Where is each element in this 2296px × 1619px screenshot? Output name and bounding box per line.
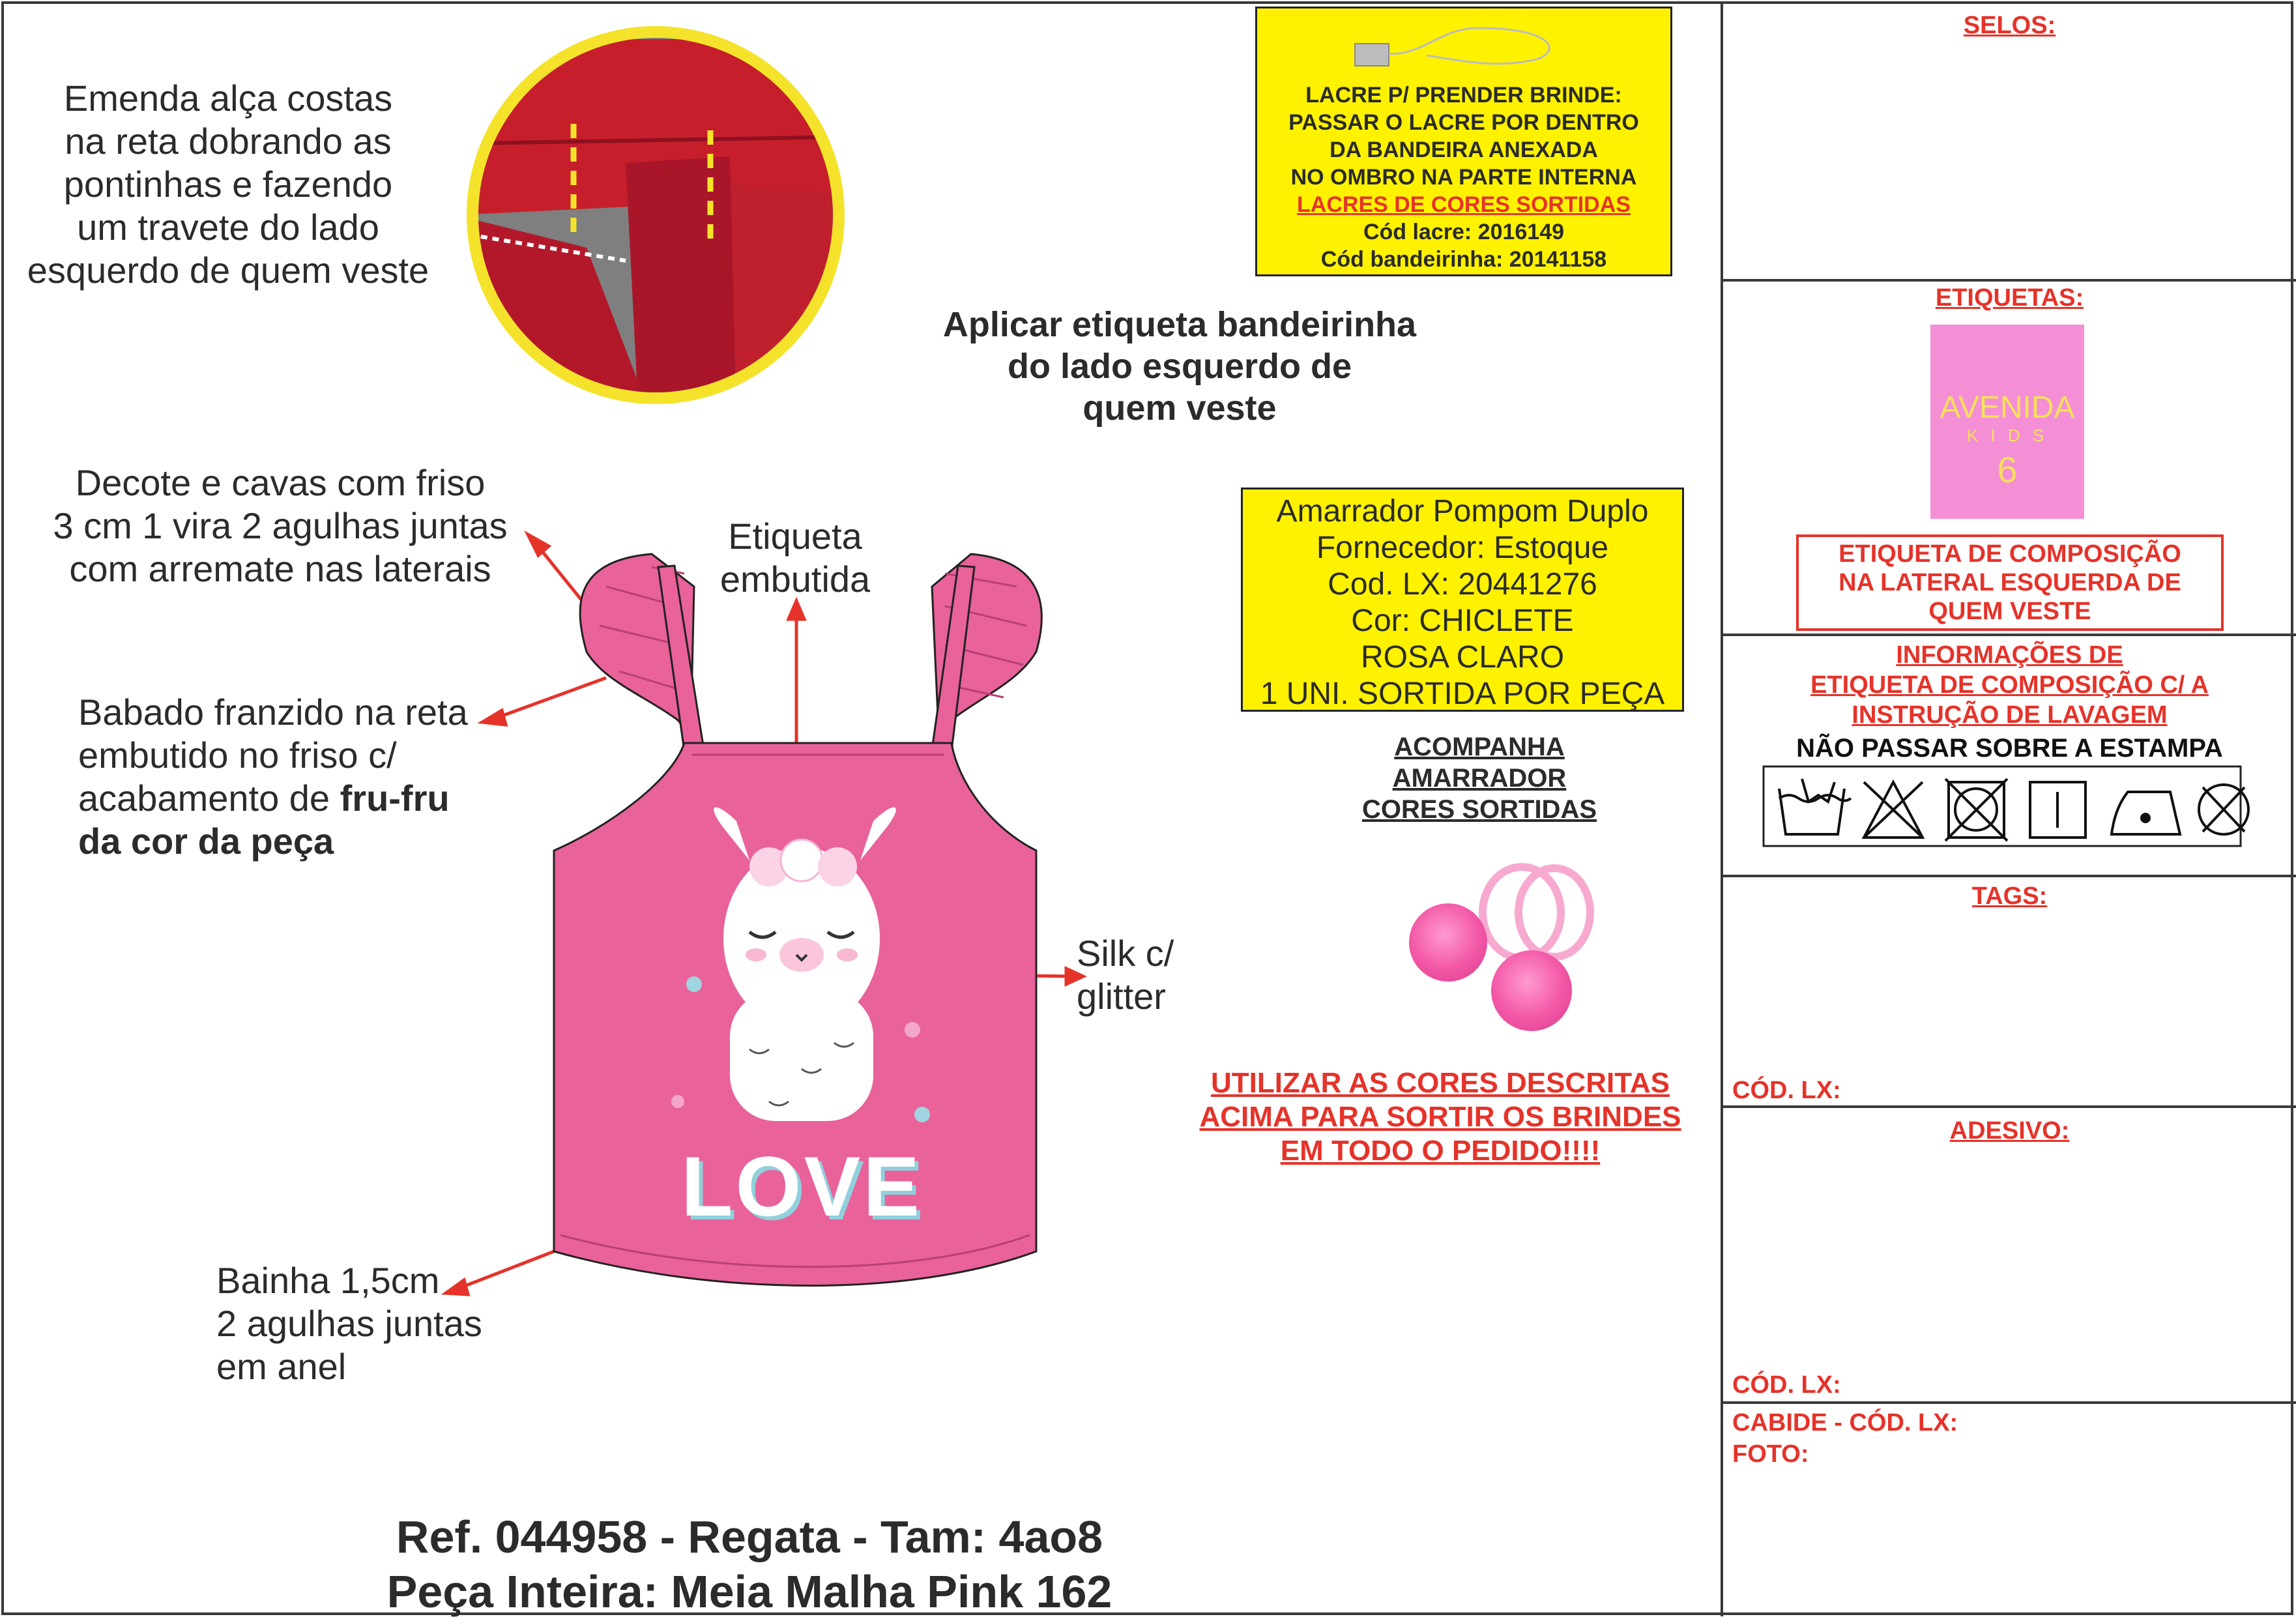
nao-passar-note: NÃO PASSAR SOBRE A ESTAMPA	[1796, 734, 2223, 763]
note-bainha: Bainha 1,5cm 2 agulhas juntas em anel	[216, 1260, 482, 1387]
note-babado	[78, 691, 521, 863]
note-babado-bold-1: fru-fru	[340, 778, 450, 819]
lacre-cod: Cód lacre: 2016149	[1363, 220, 1565, 244]
informacoes-line-3: INSTRUÇÃO DE LAVAGEM	[1852, 701, 2168, 729]
seam-detail-photo	[456, 26, 860, 417]
garment-print-text: LOVE	[681, 1139, 922, 1234]
informacoes-heading	[1723, 640, 2296, 730]
lacre-line-2: PASSAR O LACRE POR DENTRO	[1288, 110, 1639, 135]
seal-tag-icon	[1257, 8, 1674, 80]
pompom-image	[1409, 867, 1590, 1031]
footer-material: Peça Inteira: Meia Malha Pink 162	[386, 1566, 1112, 1617]
brand-label-size: 6	[1997, 449, 2018, 490]
footer-ref: Ref. 044958 - Regata - Tam: 4ao8	[396, 1511, 1103, 1562]
lacre-line-3: DA BANDEIRA ANEXADA	[1330, 138, 1598, 162]
selos-heading: SELOS:	[1963, 12, 2056, 39]
acompanha-note	[1316, 731, 1642, 825]
acompanha-line-1: ACOMPANHA	[1394, 733, 1565, 761]
amarrador-info-box	[1241, 488, 1684, 712]
amarrador-line-6: 1 UNI. SORTIDA POR PEÇA	[1260, 677, 1665, 711]
composicao-box	[1796, 534, 2224, 631]
utilizar-warning	[1160, 1066, 1721, 1168]
adesivo-heading: ADESIVO:	[1949, 1117, 2070, 1145]
lacre-line-4: NO OMBRO NA PARTE INTERNA	[1290, 165, 1637, 190]
note-aplicar: Aplicar etiqueta bandeirinha do lado esquerdo de quem veste	[942, 305, 1417, 428]
acompanha-line-3: CORES SORTIDAS	[1361, 795, 1597, 824]
note-babado-bold-2: da cor da peça	[78, 821, 334, 862]
composicao-line-3: QUEM VESTE	[1928, 598, 2091, 625]
tags-cod-lx: CÓD. LX:	[1732, 1077, 1841, 1104]
utilizar-line-3: EM TODO O PEDIDO!!!!	[1280, 1135, 1601, 1167]
informacoes-line-2: ETIQUETA DE COMPOSIÇÃO C/ A	[1810, 671, 2209, 699]
lacre-line-1: LACRE P/ PRENDER BRINDE:	[1305, 83, 1622, 108]
utilizar-line-1: UTILIZAR AS CORES DESCRITAS	[1210, 1067, 1670, 1099]
amarrador-line-3: Cod. LX: 20441276	[1328, 567, 1597, 602]
note-decote: Decote e cavas com friso 3 cm 1 vira 2 agulhas juntas com arremate nas laterais	[53, 462, 508, 589]
utilizar-line-2: ACIMA PARA SORTIR OS BRINDES	[1199, 1101, 1681, 1133]
lacre-instructions-box	[1255, 7, 1672, 276]
brand-label-name: AVENIDA	[1940, 390, 2075, 425]
note-silk: Silk c/ glitter	[1077, 933, 1174, 1017]
care-symbols	[1764, 766, 2248, 846]
foto-label: FOTO:	[1732, 1440, 1809, 1468]
footer	[261, 1510, 1238, 1619]
amarrador-line-4: Cor: CHICLETE	[1351, 604, 1574, 638]
informacoes-line-1: INFORMAÇÕES DE	[1896, 641, 2123, 669]
composicao-line-2: NA LATERAL ESQUERDA DE	[1838, 569, 2181, 596]
note-emenda: Emenda alça costas na reta dobrando as pontinhas e fazendo um travete do lado esquerdo de quem veste	[27, 78, 429, 291]
cabide-cod-lx: CABIDE - CÓD. LX:	[1732, 1409, 1958, 1437]
composicao-line-1: ETIQUETA DE COMPOSIÇÃO	[1838, 540, 2181, 568]
acompanha-line-2: AMARRADOR	[1392, 764, 1567, 793]
lacre-cod-bandeirinha: Cód bandeirinha: 20141158	[1320, 247, 1607, 272]
amarrador-line-1: Amarrador Pompom Duplo	[1276, 494, 1649, 529]
amarrador-line-5: ROSA CLARO	[1360, 640, 1565, 675]
brand-label-sub: K I D S	[1966, 426, 2048, 445]
tags-heading: TAGS:	[1971, 882, 2048, 910]
adesivo-cod-lx: CÓD. LX:	[1732, 1371, 1841, 1399]
amarrador-line-2: Fornecedor: Estoque	[1316, 531, 1609, 565]
note-babado-text: Babado franzido na reta embutido no friso c/ acabamento de	[78, 692, 468, 819]
no-tumble-dry-icon	[1945, 779, 2007, 841]
etiquetas-heading: ETIQUETAS:	[1935, 284, 2084, 312]
brand-label	[1930, 325, 2084, 519]
lacre-red-line: LACRES DE CORES SORTIDAS	[1297, 192, 1631, 217]
note-etiqueta-embutida: Etiqueta embutida	[719, 516, 871, 600]
